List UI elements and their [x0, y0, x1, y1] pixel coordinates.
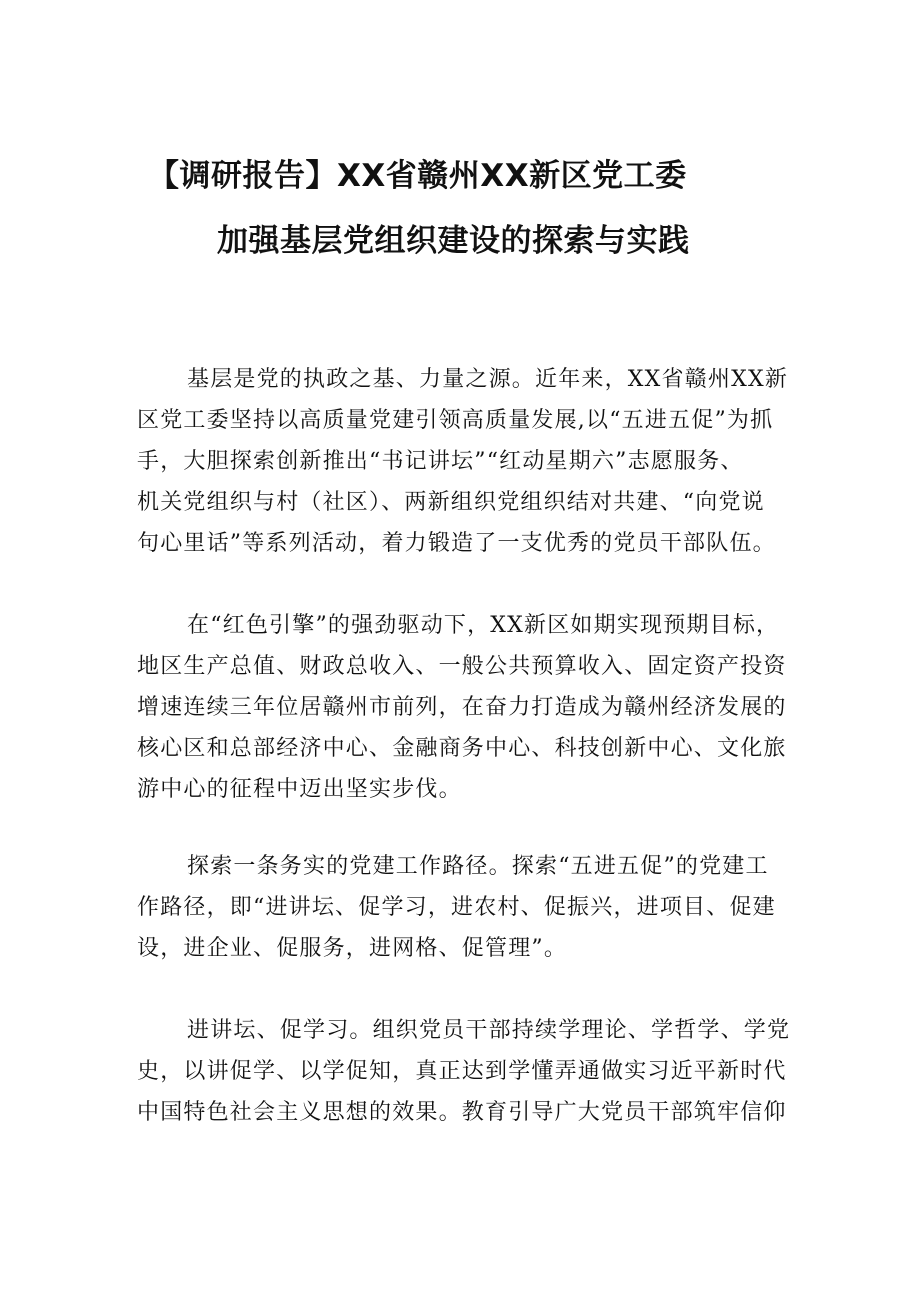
paragraph-4-line-3: 中国特色社会主义思想的效果。教育引导广大党员干部筑牢信仰: [137, 1100, 787, 1125]
paragraph-2-line-4: 核心区和总部经济中心、金融商务中心、科技创新中心、文化旅: [137, 736, 787, 761]
paragraph-2-line-5: 游中心的征程中迈出坚实步伐。: [137, 777, 462, 802]
document-title-line-2: 加强基层党组织建设的探索与实践: [217, 223, 690, 259]
paragraph-2-line-2: 地区生产总值、财政总收入、一般公共预算收入、固定资产投资: [137, 654, 787, 679]
paragraph-1-line-5: 句心里话”等系列活动，着力锻造了一支优秀的党员干部队伍。: [137, 531, 776, 556]
paragraph-4-line-2: 史，以讲促学、以学促知，真正达到学懂弄通做实习近平新时代: [137, 1059, 787, 1084]
paragraph-1-line-1: 基层是党的执政之基、力量之源。近年来，XX省赣州XX新: [187, 367, 789, 392]
paragraph-3-line-2: 作路径，即“进讲坛、促学习，进农村、促振兴，进项目、促建: [137, 895, 776, 920]
paragraph-2-line-3: 增速连续三年位居赣州市前列，在奋力打造成为赣州经济发展的: [137, 695, 787, 720]
paragraph-3-line-3: 设，进企业、促服务，进网格、促管理”。: [137, 936, 568, 961]
paragraph-4-line-1: 进讲坛、促学习。组织党员干部持续学理论、学哲学、学党: [187, 1018, 791, 1043]
paragraph-1-line-3: 手，大胆探索创新推出“书记讲坛”“红动星期六”志愿服务、: [137, 449, 744, 474]
paragraph-3-line-1: 探索一条务实的党建工作路径。探索“五进五促”的党建工: [187, 854, 769, 879]
paragraph-1-line-2: 区党工委坚持以高质量党建引领高质量发展,以“五进五促”为抓: [137, 408, 774, 433]
paragraph-1-line-4: 机关党组织与村（社区）、两新组织党组织结对共建、“向党说: [137, 490, 765, 515]
paragraph-2-line-1: 在“红色引擎”的强劲驱动下，XX新区如期实现预期目标，: [187, 613, 780, 638]
document-title-line-1: 【调研报告】XX省赣州XX新区党工委: [148, 158, 687, 194]
